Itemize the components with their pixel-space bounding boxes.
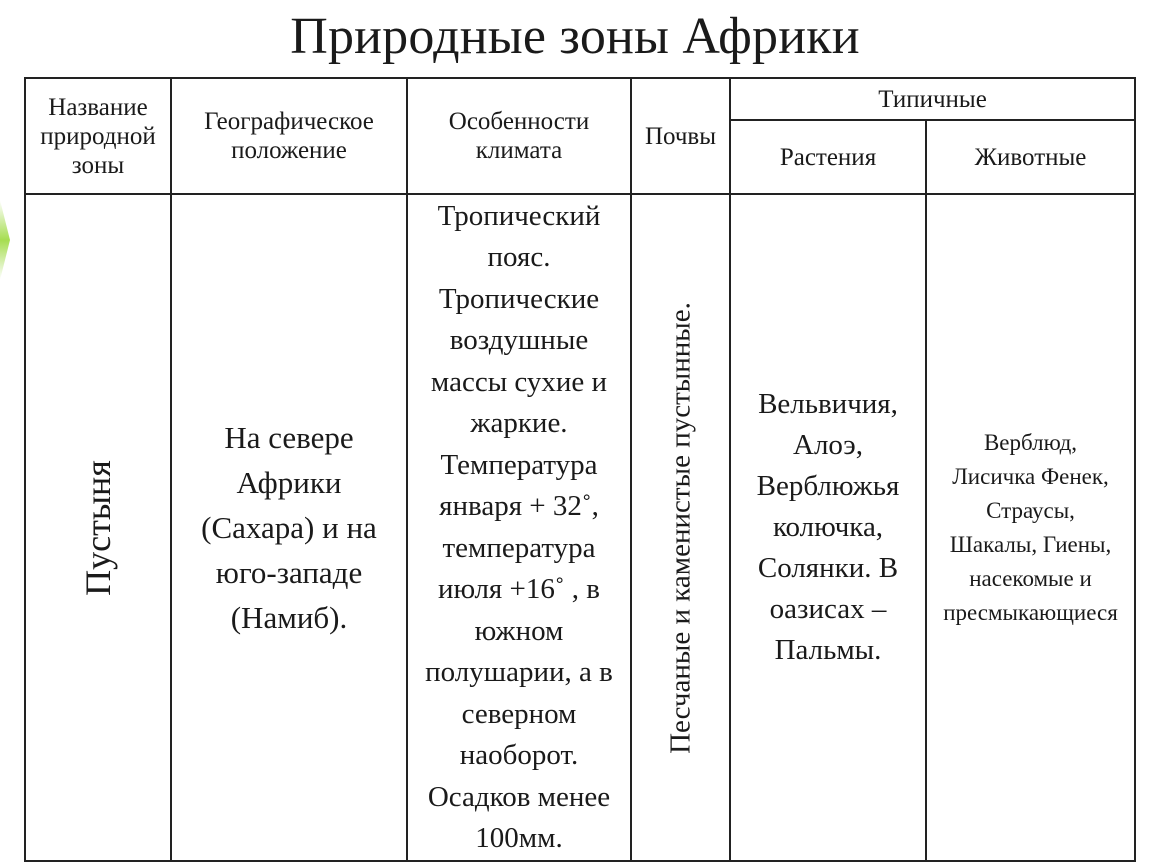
plants-line: Верблюжья [756, 470, 900, 502]
zone-name-text: Пустыня [78, 459, 118, 596]
header-geo-line: положение [231, 137, 347, 164]
header-climate-line: Особенности [448, 108, 590, 135]
animals-line: пресмыкающиеся [943, 599, 1118, 625]
climate-line: наоборот. [459, 739, 579, 771]
header-animals: Животные [926, 120, 1135, 194]
climate-line: пояс. [487, 241, 551, 273]
header-soils: Почвы [631, 78, 730, 194]
header-zone-name-line: природной [40, 122, 156, 150]
cell-plants [730, 194, 926, 861]
climate-line: северном [461, 697, 577, 730]
plants-line: оазисах – [769, 593, 887, 625]
climate-line: 100мм. [475, 822, 563, 854]
climate-line: Температура [440, 448, 598, 481]
climate-line: жаркие. [470, 407, 568, 439]
zones-table [24, 77, 1136, 862]
table-row [25, 194, 1135, 861]
header-zone-name-line: зоны [71, 151, 125, 179]
geo-line: юго-западе [215, 555, 363, 590]
animals-line: Шакалы, Гиены, [949, 531, 1112, 557]
geo-line: Африки [236, 465, 342, 500]
table-header-row-1 [25, 78, 1135, 120]
climate-line: температура [442, 531, 596, 564]
geo-line: На севере [224, 420, 354, 455]
plants-line: Вельвичия, [758, 388, 898, 420]
climate-line: Тропический [437, 199, 601, 232]
climate-line: июля +16˚ , в [438, 573, 600, 605]
header-climate [407, 78, 631, 194]
cell-geo-position [171, 194, 407, 861]
climate-line: южном [474, 614, 564, 647]
header-zone-name [25, 78, 171, 194]
climate-line: воздушные [449, 324, 589, 356]
header-geo-line: Географическое [204, 108, 374, 135]
cell-animals [926, 194, 1135, 861]
plants-line: Солянки. В [757, 552, 899, 584]
cell-soils [631, 194, 730, 861]
plants-line: Пальмы. [774, 634, 882, 666]
animals-line: Верблюд, [983, 429, 1078, 455]
plants-line: колючка, [772, 511, 884, 543]
plants-line: Алоэ, [793, 429, 863, 461]
accent-decoration [0, 200, 10, 280]
soils-text: Песчаные и каменистые пустынные. [664, 301, 696, 754]
page-title: Природные зоны Африки [290, 8, 860, 65]
cell-zone [25, 194, 171, 861]
animals-line: насекомые и [969, 565, 1092, 591]
geo-line: (Намиб). [230, 600, 348, 635]
cell-climate [407, 194, 631, 861]
header-typical: Типичные [730, 78, 1135, 120]
header-plants: Растения [730, 120, 926, 194]
header-zone-name-line: Название [48, 93, 148, 121]
climate-line: полушарии, а в [425, 656, 613, 688]
header-climate-line: климата [475, 137, 563, 164]
climate-line: Тропические [438, 282, 600, 315]
animals-line: Лисичка Фенек, [952, 463, 1109, 489]
climate-line: Осадков менее [427, 780, 611, 813]
climate-line: массы сухие и [430, 365, 608, 398]
animals-line: Страусы, [986, 497, 1075, 523]
climate-line: января + 32˚, [439, 490, 599, 522]
geo-line: (Сахара) и на [201, 510, 377, 545]
header-geo-position [171, 78, 407, 194]
